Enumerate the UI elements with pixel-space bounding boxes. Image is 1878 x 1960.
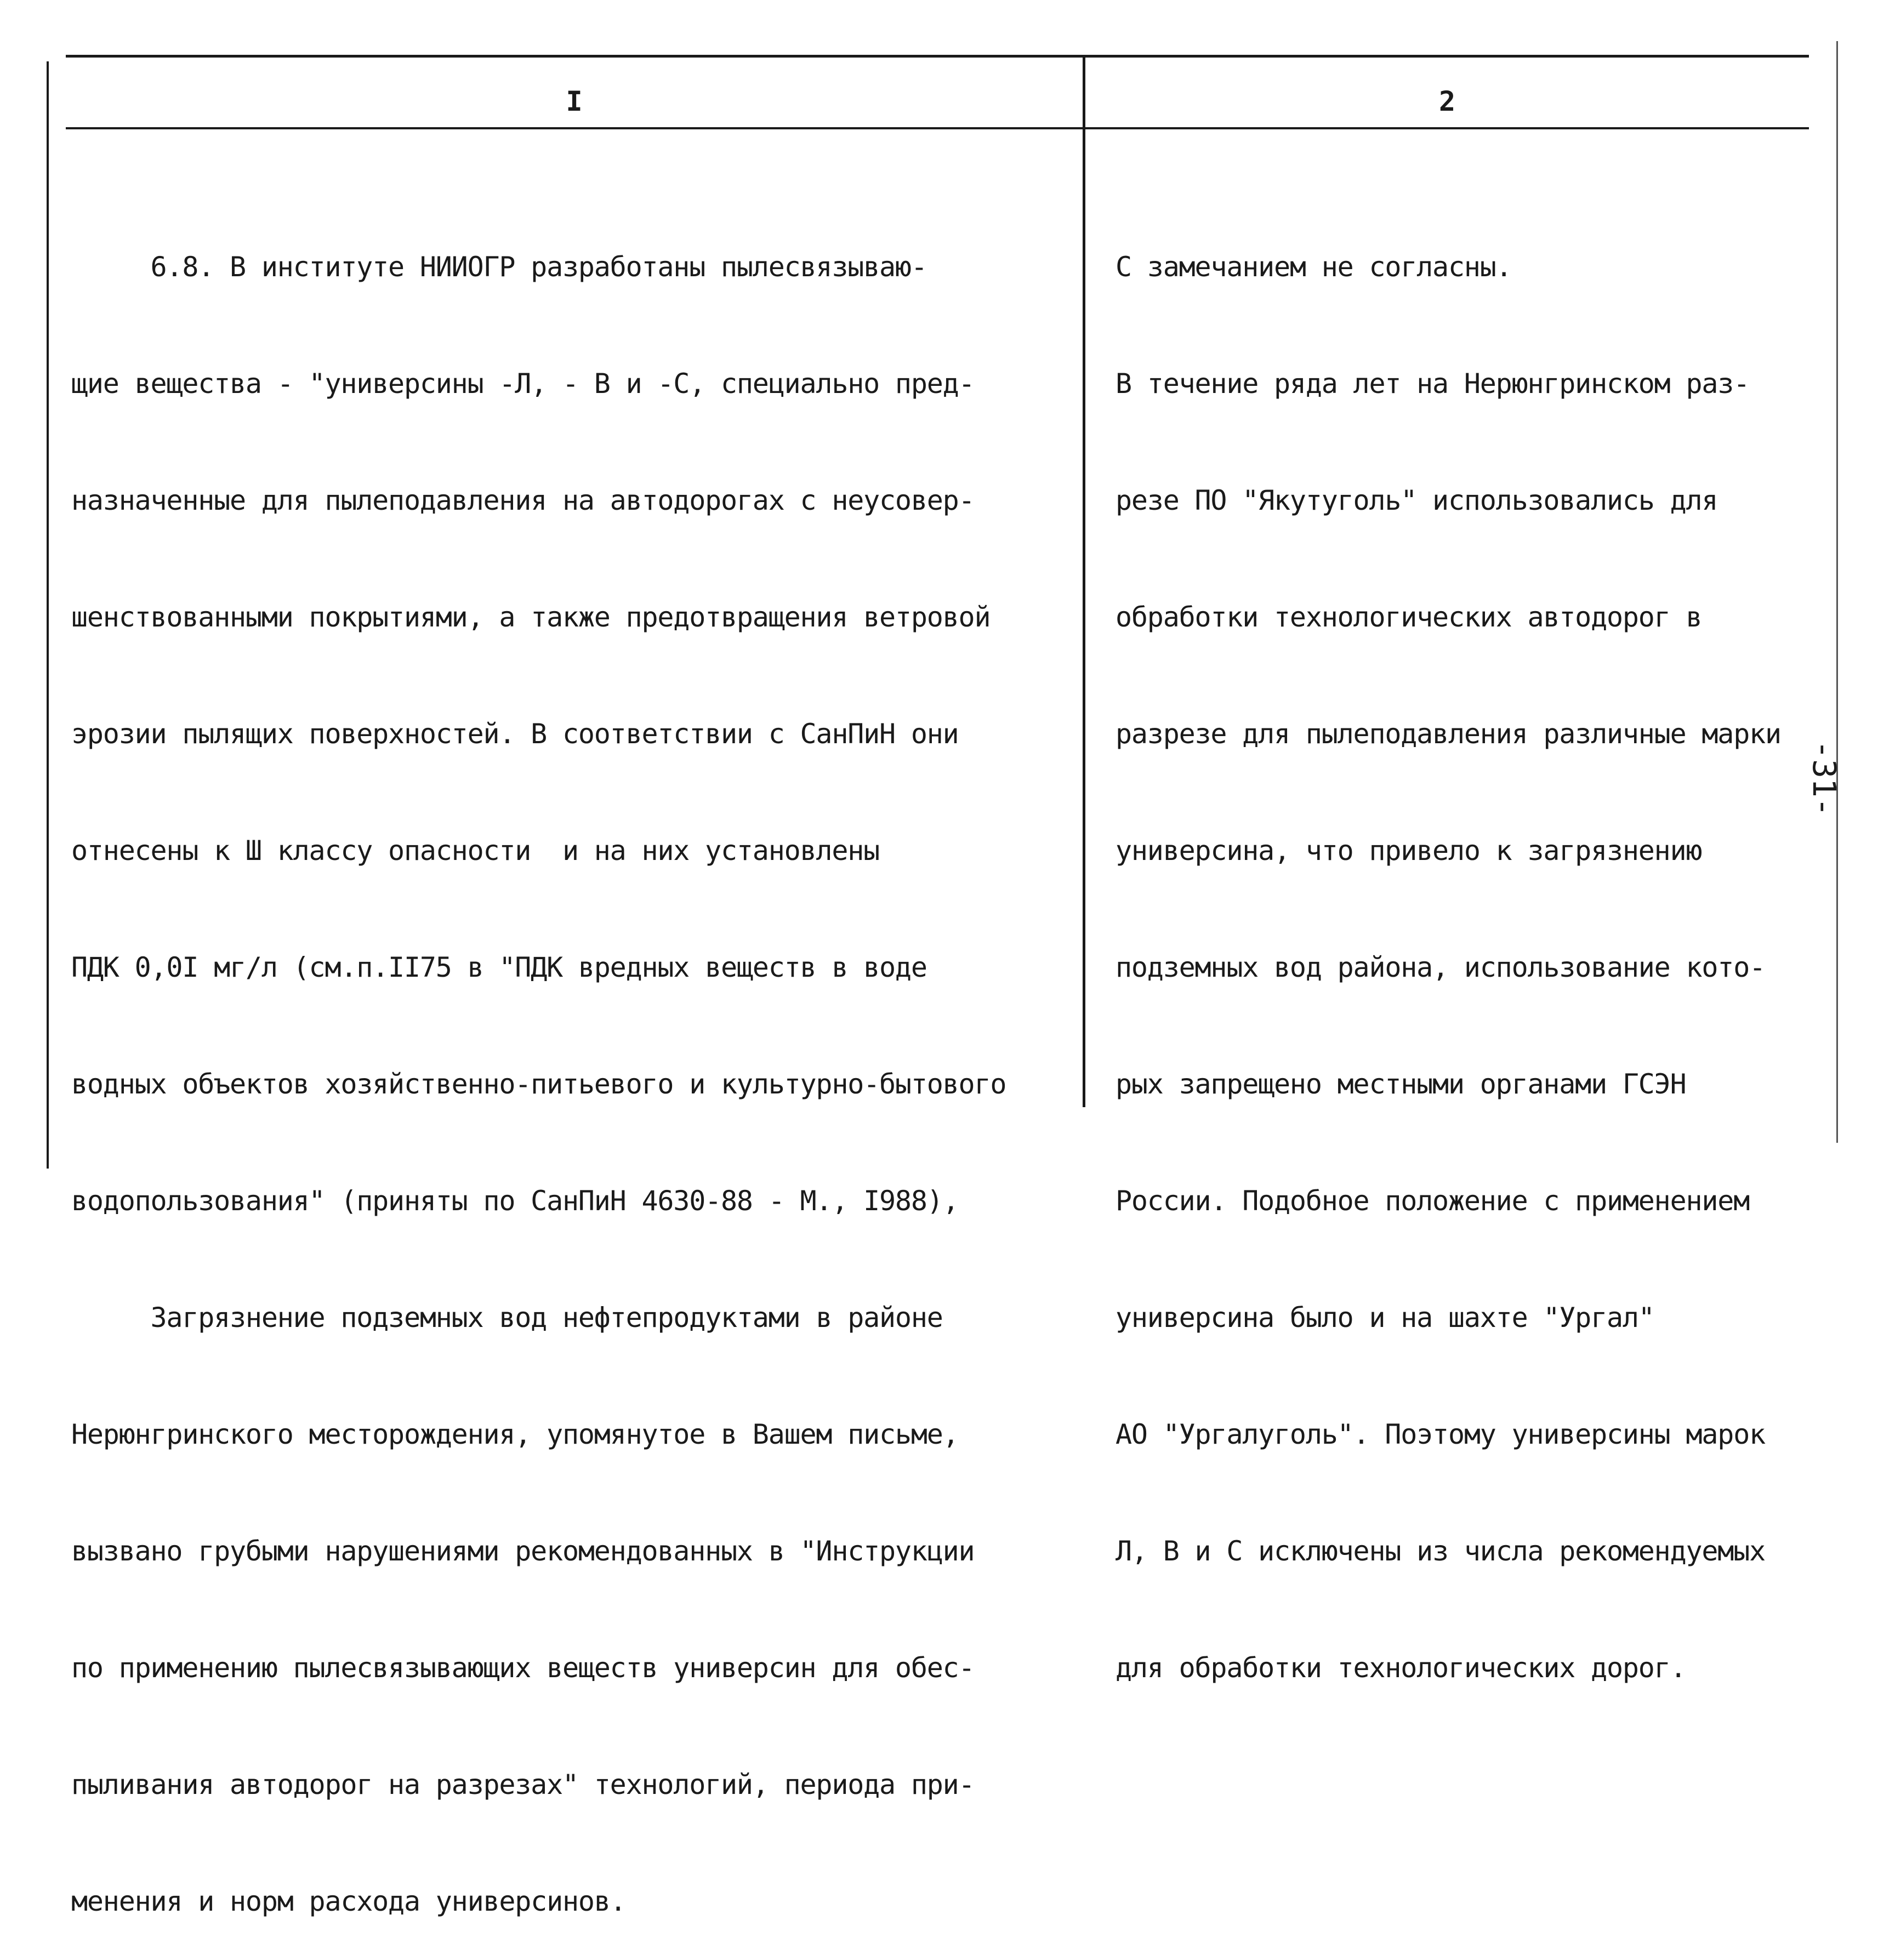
column-divider xyxy=(1083,55,1085,1107)
text-line: разрезе для пылеподавления различные марки xyxy=(1116,718,1781,750)
right-column-text xyxy=(1116,170,1828,1727)
text-line: Л, В и С исключены из числа рекомендуемых xyxy=(1116,1535,1766,1567)
text-line: водопользования" (приняты по СанПиН 4630-88 - М., I988), xyxy=(71,1185,959,1217)
text-line: щие вещества - "универсины -Л, - В и -С, специально пред- xyxy=(71,368,975,400)
text-line: подземных вод района, использование кото- xyxy=(1116,951,1766,983)
text-line: России. Подобное положение с применением xyxy=(1116,1185,1750,1217)
header-bottom-rule xyxy=(66,127,1809,129)
table-left-border xyxy=(47,61,49,1169)
text-line: для обработки технологических дорог. xyxy=(1116,1652,1686,1684)
text-line: В течение ряда лет на Нерюнгринском раз- xyxy=(1116,368,1750,400)
text-line: С замечанием не согласны. xyxy=(1116,251,1512,283)
text-line: 6.8. В институте НИИОГР разработаны пылесвязываю- xyxy=(71,251,927,283)
text-line: пыливания автодорог на разрезах" технологий, периода при- xyxy=(71,1769,975,1801)
text-line: вызвано грубыми нарушениями рекомендованных в "Инструкции xyxy=(71,1535,975,1567)
column-header-2: 2 xyxy=(1438,86,1456,117)
table-top-rule xyxy=(66,55,1809,58)
text-line: обработки технологических автодорог в xyxy=(1116,601,1702,633)
text-line: универсина, что привело к загрязнению xyxy=(1116,835,1702,867)
page-right-border xyxy=(1836,41,1838,1143)
left-column-text xyxy=(71,170,1080,1960)
text-line: отнесены к Ш классу опасности и на них установлены xyxy=(71,835,880,867)
text-line: шенствованными покрытиями, а также предотвращения ветровой xyxy=(71,601,991,633)
text-line: водных объектов хозяйственно-питьевого и культурно-бытового xyxy=(71,1068,1006,1100)
text-line: резе ПО "Якутуголь" использовались для xyxy=(1116,485,1718,516)
text-line: Нерюнгринского месторождения, упомянутое в Вашем письме, xyxy=(71,1418,959,1450)
column-header-1: I xyxy=(566,86,583,117)
page-number: -31- xyxy=(1806,740,1843,817)
text-line: по применению пылесвязывающих веществ универсин для обес- xyxy=(71,1652,975,1684)
text-line: рых запрещено местными органами ГСЭН xyxy=(1116,1068,1686,1100)
text-line: менения и норм расхода универсинов. xyxy=(71,1885,626,1917)
text-line: Загрязнение подземных вод нефтепродуктами в районе xyxy=(71,1302,943,1334)
text-line: эрозии пылящих поверхностей. В соответствии с СанПиН они xyxy=(71,718,959,750)
text-line: АО "Ургалуголь". Поэтому универсины марок xyxy=(1116,1418,1766,1450)
text-line: назначенные для пылеподавления на автодорогах с неусовер- xyxy=(71,485,975,516)
text-line: ПДК 0,0I мг/л (см.п.II75 в "ПДК вредных веществ в воде xyxy=(71,951,927,983)
text-line: универсина было и на шахте "Ургал" xyxy=(1116,1302,1654,1334)
